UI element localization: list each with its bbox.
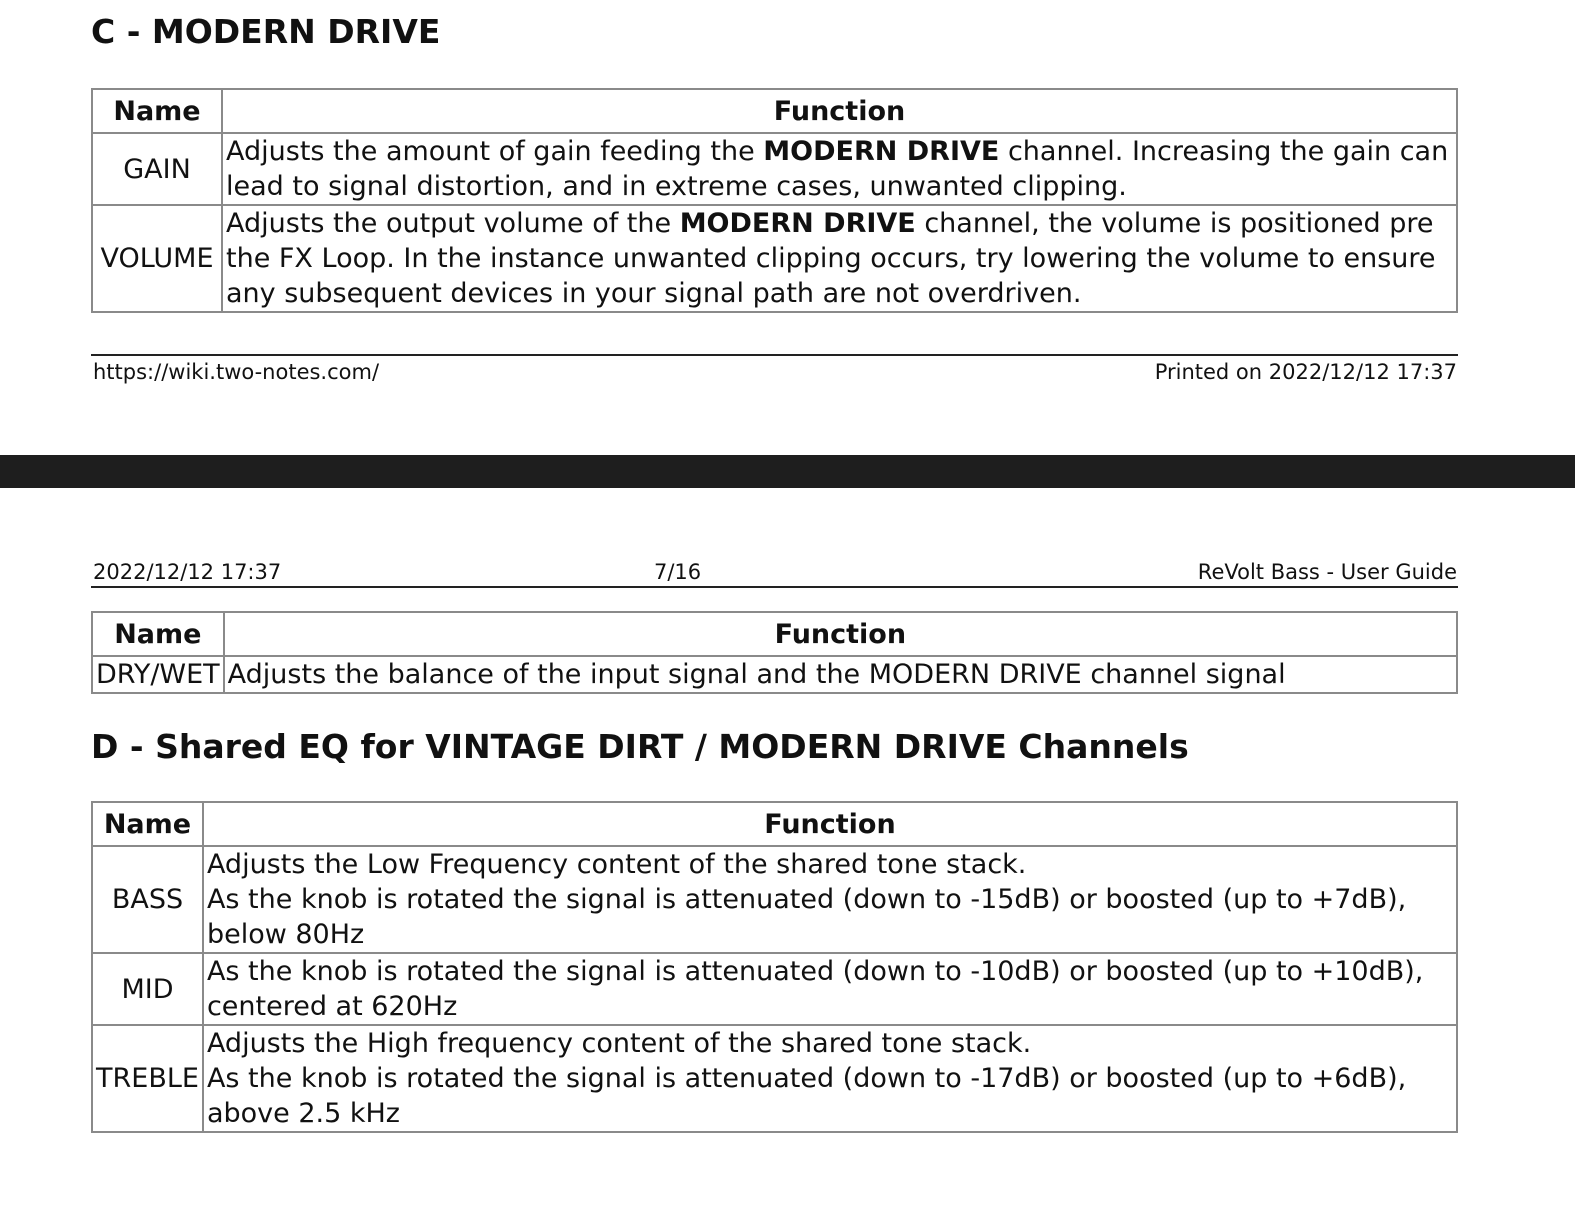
column-header-name: Name xyxy=(92,612,224,656)
column-header-name: Name xyxy=(92,89,222,133)
footer-url-link[interactable]: https://wiki.two-notes.com/ xyxy=(93,360,380,384)
table-header-row xyxy=(92,612,1457,656)
row-name: BASS xyxy=(92,846,203,953)
function-text: channel, the volume is positioned pre the FX Loop. In the instance unwanted clipping occurs, try lowering the volume to ensure any subsequent devices in your signal path are not overdriven. xyxy=(226,208,1436,309)
header-divider xyxy=(91,586,1458,588)
row-function xyxy=(222,205,1457,312)
function-text: As the knob is rotated the signal is attenuated (down to -15dB) or boosted (up to +7dB), below 80Hz xyxy=(206,884,1407,950)
table-header-row xyxy=(92,802,1457,846)
column-header-name: Name xyxy=(92,802,203,846)
table-row xyxy=(92,846,1457,953)
footer-divider xyxy=(91,354,1458,356)
row-function: As the knob is rotated the signal is attenuated (down to -10dB) or boosted (up to +10dB), centered at 620Hz xyxy=(203,953,1457,1025)
header-doc-title: ReVolt Bass - User Guide xyxy=(1197,560,1457,584)
function-text: channel. Increasing the gain can lead to signal distortion, and in extreme cases, unwanted clipping. xyxy=(226,136,1449,202)
shared-eq-table xyxy=(91,801,1458,1133)
section-c-heading: C - MODERN DRIVE xyxy=(91,12,441,51)
modern-drive-table xyxy=(91,88,1458,313)
header-page-number: 7/16 xyxy=(654,560,702,584)
row-function xyxy=(203,1025,1457,1132)
table-row xyxy=(92,656,1457,693)
table-row xyxy=(92,1025,1457,1132)
function-text: Adjusts the Low Frequency content of the shared tone stack. xyxy=(206,849,1027,880)
column-header-function: Function xyxy=(222,89,1457,133)
table-row xyxy=(92,205,1457,312)
function-text: Adjusts the High frequency content of the shared tone stack. xyxy=(206,1028,1032,1059)
header-date: 2022/12/12 17:37 xyxy=(93,560,282,584)
footer-printed-date: Printed on 2022/12/12 17:37 xyxy=(1154,360,1457,384)
row-name: TREBLE xyxy=(92,1025,203,1132)
row-name: VOLUME xyxy=(92,205,222,312)
function-text: Adjusts the amount of gain feeding the xyxy=(226,136,764,167)
row-name: DRY/WET xyxy=(92,656,224,693)
row-name: GAIN xyxy=(92,133,222,205)
column-header-function: Function xyxy=(224,612,1457,656)
page-break-divider xyxy=(0,455,1575,488)
table-row xyxy=(92,133,1457,205)
function-text: Adjusts the output volume of the xyxy=(226,208,680,239)
row-function xyxy=(203,846,1457,953)
function-bold-text: MODERN DRIVE xyxy=(763,136,1000,167)
row-name: MID xyxy=(92,953,203,1025)
row-function: Adjusts the balance of the input signal and the MODERN DRIVE channel signal xyxy=(224,656,1457,693)
table-row xyxy=(92,953,1457,1025)
modern-drive-table-continued xyxy=(91,611,1458,694)
function-bold-text: MODERN DRIVE xyxy=(679,208,916,239)
table-header-row xyxy=(92,89,1457,133)
section-d-heading: D - Shared EQ for VINTAGE DIRT / MODERN DRIVE Channels xyxy=(91,727,1189,766)
function-text: As the knob is rotated the signal is attenuated (down to -17dB) or boosted (up to +6dB), above 2.5 kHz xyxy=(206,1063,1407,1129)
column-header-function: Function xyxy=(203,802,1457,846)
row-function xyxy=(222,133,1457,205)
